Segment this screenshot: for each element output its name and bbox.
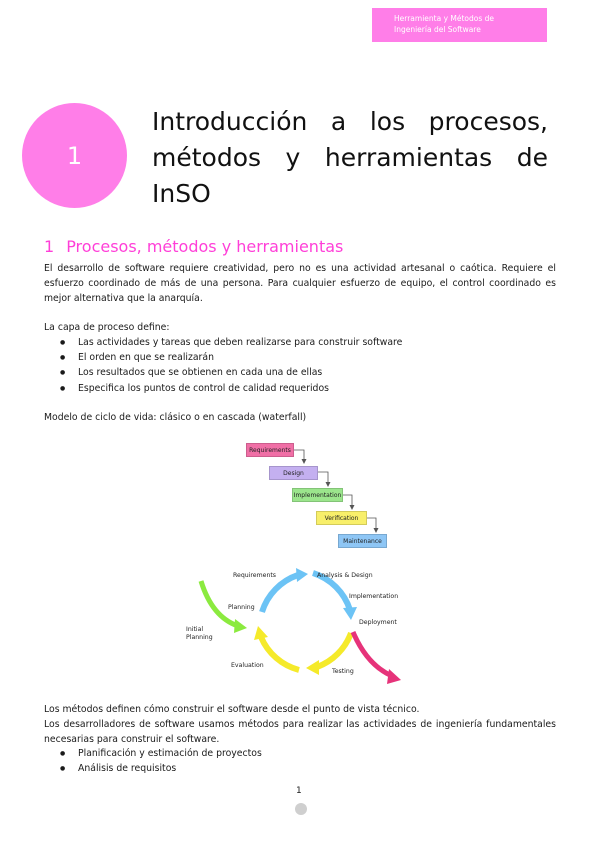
cycle-arrowhead <box>343 607 357 620</box>
lifecycle-label: Modelo de ciclo de vida: clásico o en cascada (waterfall) <box>44 412 307 423</box>
methods-paragraph-2: Los desarrolladores de software usamos métodos para realizar las actividades de ingeniería fundamentales necesarias para construir el software. <box>44 719 556 745</box>
list-item: ● Planificación y estimación de proyectos <box>44 746 262 761</box>
waterfall-stage-implementation: Implementation <box>292 488 343 502</box>
waterfall-stage-maintenance: Maintenance <box>338 534 387 548</box>
cycle-label-implementation: Implementation <box>349 593 399 600</box>
cycle-label-planning: Planning <box>228 604 255 611</box>
process-layer-label: La capa de proceso define: <box>44 322 170 333</box>
cycle-label-analysis-design: Analysis & Design <box>317 572 373 579</box>
waterfall-stage-requirements: Requirements <box>246 443 294 457</box>
cycle-arc-blue-left <box>262 575 298 612</box>
list-item: ● El orden en que se realizarán <box>44 350 402 365</box>
chapter-title: Introducción a los procesos, métodos y herramientas de InSO <box>152 107 548 208</box>
section-number: 1 <box>44 237 55 256</box>
list-item: ● Especifica los puntos de control de calidad requeridos <box>44 381 402 396</box>
intro-paragraph: El desarrollo de software requiere creatividad, pero no es una actividad artesanal o caótica. Requiere el esfuerzo coordinado de más de una persona. Para cualquier esfuerzo de equipo, el control coordinado es mejor alternativa que la anarquía. <box>44 263 556 304</box>
cycle-label-requirements: Requirements <box>233 572 277 579</box>
list-item: ● Los resultados que se obtienen en cada una de ellas <box>44 365 402 380</box>
cycle-arrowhead <box>234 619 247 633</box>
page-indicator-dot <box>295 803 307 815</box>
cycle-arc-yellow-right <box>317 633 351 667</box>
cycle-label-evaluation: Evaluation <box>231 662 264 669</box>
cycle-arc-yellow-left <box>261 637 299 670</box>
list-item: ● Análisis de requisitos <box>44 761 262 776</box>
cycle-arrowhead <box>254 626 268 640</box>
section-title: Procesos, métodos y herramientas <box>66 237 344 256</box>
cycle-arrowhead <box>306 660 319 675</box>
waterfall-stage-verification: Verification <box>316 511 367 525</box>
cycle-arrowhead <box>387 669 401 684</box>
methods-paragraph-1: Los métodos definen cómo construir el software desde el punto de vista técnico. <box>44 704 420 715</box>
list-item: ● Las actividades y tareas que deben realizarse para construir software <box>44 335 402 350</box>
methods-bullet-list <box>44 746 262 776</box>
cycle-arrowhead <box>296 568 308 582</box>
cycle-label-initial-planning: Initial Planning <box>186 626 213 641</box>
header-course-title: Herramienta y Métodos de Ingeniería del Software <box>372 8 547 42</box>
cycle-label-testing: Testing <box>332 668 354 675</box>
page-number: 1 <box>296 786 302 796</box>
waterfall-stage-design: Design <box>269 466 318 480</box>
chapter-number: 1 <box>66 141 83 170</box>
cycle-label-deployment: Deployment <box>359 619 397 626</box>
deployment-exit-arrow <box>353 632 392 676</box>
